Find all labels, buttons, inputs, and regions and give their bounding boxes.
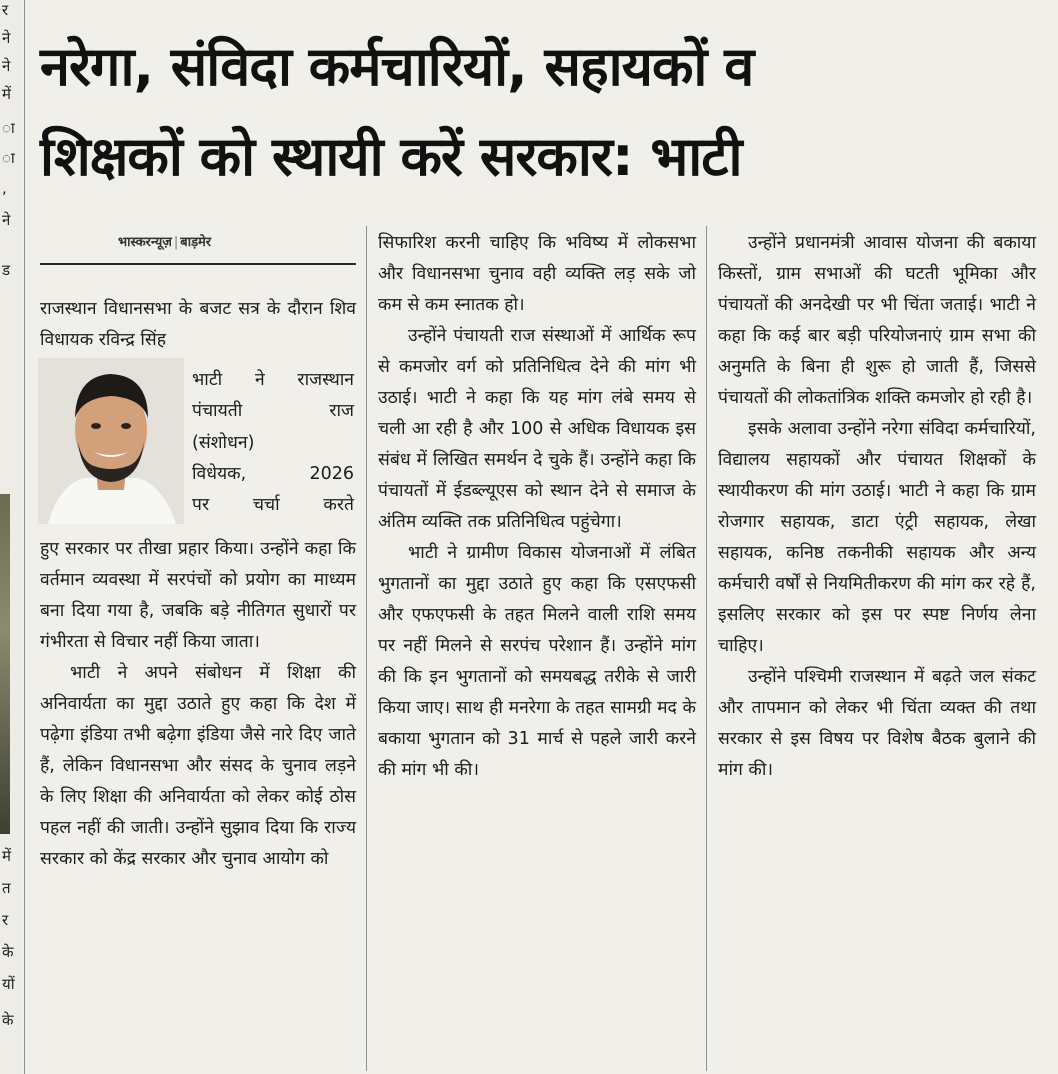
column-1-intro <box>40 294 356 356</box>
adjacent-photo-edge <box>0 494 10 834</box>
wrap-line: भाटी ने राजस्थान <box>192 370 354 390</box>
column-divider <box>366 226 367 1071</box>
headline-line-2: शिक्षकों को स्थायी करें सरकार: भाटी <box>40 125 742 188</box>
headline <box>40 22 1040 202</box>
fragment-char: ने <box>2 211 11 229</box>
fragment-char: , <box>2 179 7 197</box>
wrap-line: (संशोधन) <box>192 432 255 453</box>
byline-source: भास्करन्यूज़ <box>118 235 172 250</box>
fragment-char: ने <box>2 57 11 75</box>
fragment-char: ने <box>2 29 11 47</box>
column-1-paragraph-2: भाटी ने अपने संबोधन में शिक्षा की अनिवार्यता का मुद्दा उठाते हुए कहा कि देश में पढ़ेगा इंडिया तभी बढ़ेगा इंडिया जैसे नारे दिए जाते हैं, लेकिन विधानसभा और संसद के चुनाव लड़ने के लिए शिक्षा की अनिवार्यता को लेकर कोई ठोस पहल नहीं की जाती। उन्होंने सुझाव दिया कि राज्य सरकार को केंद्र सरकार और चुनाव आयोग को <box>40 663 356 869</box>
byline-place: बाड़मेर <box>180 235 212 250</box>
column-3 <box>718 228 1036 786</box>
fragment-char: र <box>2 1 9 19</box>
fragment-char: में <box>2 85 11 103</box>
fragment-char: के <box>2 943 14 961</box>
headline-line-1: नरेगा, संविदा कर्मचारियों, सहायकों व <box>40 35 754 98</box>
byline-rule <box>40 263 356 265</box>
wrap-line: पंचायती राज <box>192 401 354 422</box>
fragment-char: यों <box>2 975 15 993</box>
column-1-intro-text: राजस्थान विधानसभा के बजट सत्र के दौरान शिव विधायक रविन्द्र सिंह <box>40 299 356 350</box>
fragment-char: के <box>2 1011 14 1029</box>
column-divider <box>24 0 25 1074</box>
fragment-char: त <box>2 879 11 897</box>
column-2-paragraph-2: उन्होंने पंचायती राज संस्थाओं में आर्थिक रूप से कमजोर वर्ग को प्रतिनिधित्व देने की मांग भी उठाई। भाटी ने कहा कि यह मांग लंबे समय से चली आ रही है और 100 से अधिक विधायक इस संबंध में लिखित समर्थन दे चुके हैं। उन्होंने कहा कि पंचायतों में ईडब्ल्यूएस को स्थान देने से समाज के अंतिम व्यक्ति तक प्रतिनिधित्व पहुंचेगा। <box>378 326 696 532</box>
column-2-paragraph-3: भाटी ने ग्रामीण विकास योजनाओं में लंबित भुगतानों का मुद्दा उठाते हुए कहा कि एसएफसी और एफएफसी के तहत मिलने वाली राशि समय पर नहीं मिलने से सरपंच परेशान हैं। उन्होंने मांग की कि इन भुगतानों को समयबद्ध तरीके से जारी किया जाए। साथ ही मनरेगा के तहत सामग्री मद के बकाया भुगतान को 31 मार्च से पहले जारी करने की मांग भी की। <box>378 543 696 780</box>
fragment-char: ड <box>2 261 11 279</box>
portrait-illustration <box>38 358 184 524</box>
photo-wrap-text <box>192 365 354 521</box>
column-1-body <box>40 534 356 875</box>
column-1-paragraph-1: हुए सरकार पर तीखा प्रहार किया। उन्होंने कहा कि वर्तमान व्यवस्था में सरपंचों को प्रयोग का माध्यम बना दिया गया है, जबकि बड़े नीतिगत सुधारों पर गंभीरता से विचार नहीं किया जाता। <box>40 539 356 652</box>
adjacent-column-fragment <box>0 0 22 1074</box>
fragment-char: ा <box>2 149 15 167</box>
column-3-paragraph-2: इसके अलावा उन्होंने नरेगा संविदा कर्मचारियों, विद्यालय सहायकों और पंचायत शिक्षकों के स्थायीकरण की मांग उठाई। भाटी ने कहा कि ग्राम रोजगार सहायक, डाटा एंट्री सहायक, लेखा सहायक, कनिष्ठ तकनीकी सहायक और अन्य कर्मचारी वर्षों से नियमितीकरण की मांग कर रहे हैं, इसलिए सरकार को इस पर स्पष्ट निर्णय लेना चाहिए। <box>718 419 1036 656</box>
byline: भास्करन्यूज़ | बाड़मेर <box>118 235 212 250</box>
fragment-char: र <box>2 911 9 929</box>
column-2-paragraph-1: सिफारिश करनी चाहिए कि भविष्य में लोकसभा और विधानसभा चुनाव वही व्यक्ति लड़ सके जो कम से कम स्नातक हो। <box>378 233 696 315</box>
wrap-line: पर चर्चा करते <box>192 495 354 516</box>
column-divider <box>706 226 707 1071</box>
fragment-char: में <box>2 847 11 865</box>
mla-portrait <box>38 358 184 524</box>
fragment-char: ा <box>2 119 15 137</box>
wrap-line: विधेयक, 2026 <box>192 463 354 484</box>
column-2 <box>378 228 696 786</box>
column-3-paragraph-1: उन्होंने प्रधानमंत्री आवास योजना की बकाया किस्तों, ग्राम सभाओं की घटती भूमिका और पंचायतों की अनदेखी पर भी चिंता जताई। भाटी ने कहा कि कई बार बड़ी परियोजनाएं ग्राम सभा की अनुमति के बिना ही शुरू हो जाती हैं, जिससे पंचायतों की लोकतांत्रिक शक्ति कमजोर हो रही है। <box>718 233 1036 408</box>
column-3-paragraph-3: उन्होंने पश्चिमी राजस्थान में बढ़ते जल संकट और तापमान को लेकर भी चिंता व्यक्त की तथा सरकार से इस विषय पर विशेष बैठक बुलाने की मांग की। <box>718 667 1036 780</box>
